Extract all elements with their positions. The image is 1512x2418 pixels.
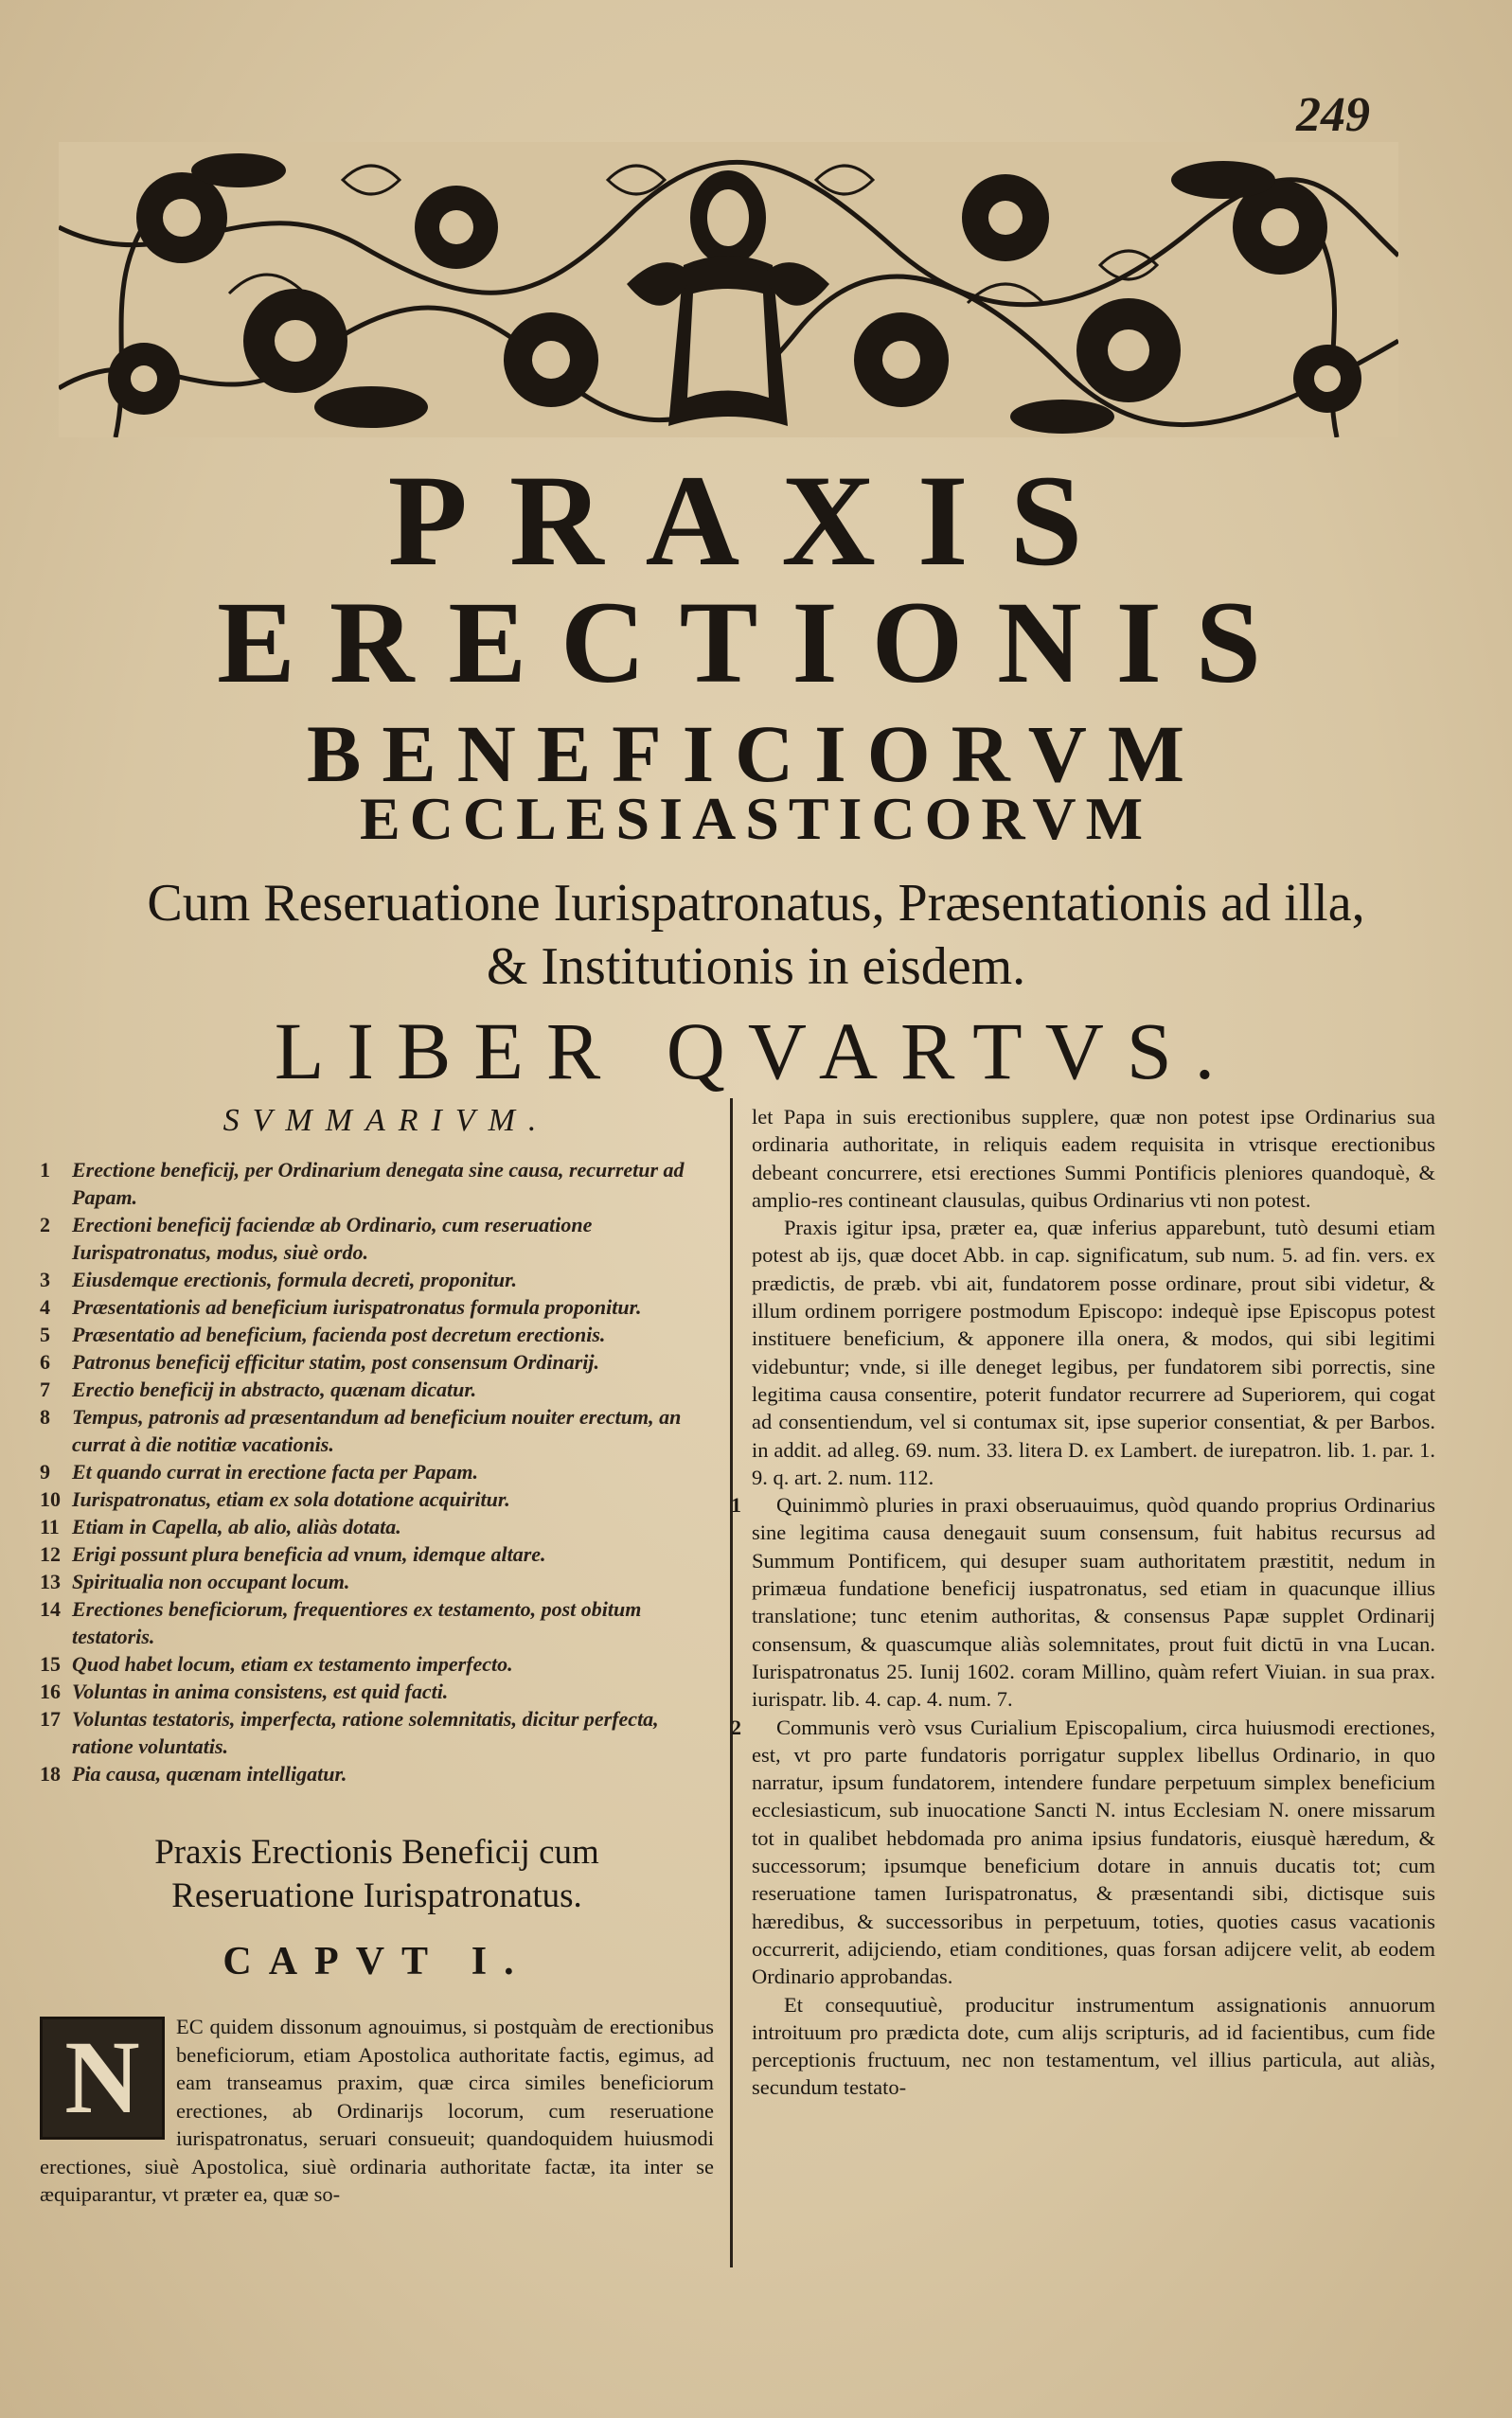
summary-item [40,1485,714,1513]
summary-text: Et quando currat in erectione facta per Papam. [72,1460,478,1484]
left-column [40,1103,714,2209]
summary-text: Præsentationis ad beneficium iurispatronatus formula proponitur. [72,1295,642,1319]
summary-number: 10 [40,1487,61,1511]
summary-text: Præsentatio ad beneficium, facienda post decretum erectionis. [72,1323,606,1346]
summary-item [40,1458,714,1485]
summary-item [40,1321,714,1348]
summary-number: 3 [40,1268,50,1291]
paragraph-number: 1 [731,1493,741,1518]
summary-item [40,1568,714,1595]
chapter-title: Praxis Erectionis Beneficij cum Reseruatione Iurispatronatus. [154,1833,599,1915]
paragraph-text: Et consequutiuè, producitur instrumentum assignationis annuorum introituum pro prædicta dote, cum alijs scripturis, ad id facientibus, cum fide perceptionis fructuum, nec non testamentum, vel illius particula, aut aliàs, secundum testato- [752,1992,1435,2100]
summary-item [40,1760,714,1787]
summary-text: Voluntas in anima consistens, est quid facti. [72,1680,449,1703]
title-ecclesiasticorum: ECCLESIASTICORVM [360,785,1152,852]
summary-text: Etiam in Capella, ab alio, aliàs dotata. [72,1515,401,1538]
summary-number: 5 [40,1323,50,1346]
summary-text: Erectiones beneficiorum, frequentiores ex testamento, post obitum testatoris. [72,1597,642,1648]
summary-number: 2 [40,1213,50,1236]
summary-item [40,1513,714,1540]
chapter-label: CAPVT I. [222,1940,531,1983]
summary-text: Tempus, patronis ad præsentandum ad beneficium nouiter erectum, an currat à die notitiæ vacationis. [72,1405,682,1456]
opening-text: EC quidem dissonum agnouimus, si postquàm de erectionibus beneficiorum, etiam Apostolica authoritate factis, egimus, ad eam transeamus praxim, quæ circa similes beneficiorum erectiones, ab Ordinarijs locorum, cum reseruatione iurispatronatus, seruari consueuit; quandoquidem huiusmodi erectiones, siuè Apostolica, siuè ordinaria authoritate factæ, ita inter se æquiparantur, vt præter ea, quæ so- [40,2015,714,2206]
paragraph-number: 2 [731,1715,741,1739]
right-column [731,1103,1435,2102]
summary-number: 16 [40,1680,61,1703]
summary-item [40,1266,714,1293]
summary-text: Erigi possunt plura beneficia ad vnum, idemque altare. [72,1542,546,1566]
summary-item [40,1403,714,1458]
summary-number: 17 [40,1707,61,1731]
summary-number: 15 [40,1652,61,1676]
chapter-opening [40,2013,714,2209]
summary-number: 12 [40,1542,61,1566]
floral-headpiece-ornament [59,142,1398,437]
summary-text: Pia causa, quænam intelligatur. [72,1762,347,1786]
summary-heading: SVMMARIVM. [222,1103,550,1138]
paragraph [752,1991,1435,2102]
paragraph-text: Communis verò vsus Curialium Episcopalium, circa huiusmodi erectiones, est, vt pro parte fundatoris porrigatur supplex libellus Ordinario, in quo narratur, ipsum fundatorem, intendere fundare perpetuum simplex beneficium ecclesiasticum, sub inuocatione Sancti N. intus Ecclesiam N. onere missarum tot in qualibet hebdomada pro anima ipsius fundatoris, eiusquè hæredum, & successorum; ipsumque beneficium dotare in annuis ducatis tot; cum reseruatione tamen Iurispatronatus, & præsentandi sibi, dictisque suis hæredibus, & successoribus in perpetuum, toties, quoties casus vacationis occurrerit, adijciendo, etiam conditiones, quas forsan adijcere velit, ab eodem Ordinario approbandas. [752,1715,1435,1989]
paragraph-text: let Papa in suis erectionibus supplere, quæ non potest ipse Ordinarius sua ordinaria authoritate, in reliquis eadem requisita in vtrisque erectionibus debeant concurrere, etsi erectiones Summi Pontificis pleniores quandoquè, & amplio-res contineant clausulas, quibus Ordinarius vti non potest. [752,1105,1435,1212]
title-erectionis: ERECTIONIS [217,578,1295,707]
subtitle-line-1: Cum Reseruatione Iurispatronatus, Præsentationis ad illa, [147,874,1365,933]
summary-item [40,1650,714,1678]
decorated-initial: N [40,2017,165,2140]
summary-number: 1 [40,1158,50,1182]
summary-item [40,1678,714,1705]
subtitle-line-2: & Institutionis in eisdem. [486,937,1026,996]
summary-number: 11 [40,1515,60,1538]
summary-number: 13 [40,1570,61,1593]
summary-number: 4 [40,1295,50,1319]
summary-number: 7 [40,1378,50,1401]
summary-text: Iurispatronatus, etiam ex sola dotatione acquiritur. [72,1487,510,1511]
summary-item [40,1348,714,1376]
summary-text: Quod habet locum, etiam ex testamento imperfecto. [72,1652,513,1676]
summary-item [40,1595,714,1650]
summary-item [40,1156,714,1211]
paragraph [752,1214,1435,1491]
page-number: 249 [1296,88,1370,142]
summary-number: 14 [40,1597,61,1621]
paragraph-numbered [731,1714,1435,1991]
summary-number: 9 [40,1460,50,1484]
summary-item [40,1211,714,1266]
summary-text: Patronus beneficij efficitur statim, post consensum Ordinarij. [72,1350,599,1374]
paragraph-numbered [731,1491,1435,1713]
book-label: LIBER QVARTVS. [274,1005,1238,1096]
summary-text: Erectioni beneficij faciendæ ab Ordinario, cum reseruatione Iurispatronatus, modus, siuè ordo. [72,1213,593,1264]
summary-number: 8 [40,1405,50,1429]
summary-text: Erectione beneficij, per Ordinarium denegata sine causa, recurretur ad Papam. [72,1158,685,1209]
summary-item [40,1376,714,1403]
summary-text: Voluntas testatoris, imperfecta, ratione solemnitatis, dicitur perfecta, ratione voluntatis. [72,1707,659,1758]
summary-item [40,1705,714,1760]
title-praxis: PRAXIS [387,448,1125,593]
summary-text: Erectio beneficij in abstracto, quænam dicatur. [72,1378,477,1401]
summary-item [40,1293,714,1321]
summary-item [40,1540,714,1568]
paragraph-text: Praxis igitur ipsa, præter ea, quæ inferius apparebunt, tutò desumi etiam potest ab ijs, quæ docet Abb. in cap. significatum, sub num. 5. ad fin. vers. ex prædictis, de præb. vbi ait, fundatorem posse ordinare, prout sibi videtur, & illum ordinem porrigere postmodum Episcopo: indequè ipse Episcopus potest instituere beneficium, & apponere illa onera, & modos, qui sibi legitimi videbuntur; vnde, si ille deneget legibus, per fundatorem sibi porrectis, sine legitima causa consentire, poterit fundator recurrere ad Superiorem, qui cogat ad consentiendum, vel si contumax sit, ipse superior consentiat, & per Barbos. in addit. ad alleg. 69. num. 33. litera D. ex Lambert. de iurepatron. lib. 1. par. 1. 9. q. art. 2. num. 112. [752,1216,1435,1489]
paragraph-continuation [752,1103,1435,1214]
summary-number: 6 [40,1350,50,1374]
summary-text: Spiritualia non occupant locum. [72,1570,350,1593]
summary-text: Eiusdemque erectionis, formula decreti, proponitur. [72,1268,517,1291]
title-beneficiorum: BENEFICIORVM [306,708,1206,799]
paragraph-text: Quinimmò pluries in praxi obseruauimus, quòd quando proprius Ordinarius sine legitima causa denegauit suum consensum, fuit habitus recursus ad Summum Pontificem, qui desuper suam authoritatem præstitit, nedum in primæua fundatione beneficij iuspatronatus, sed etiam in quacunque illius translatione; tunc etenim authoritas, & consensus Papæ supplet Ordinarij consensum, & quascumque aliàs solemnitates, prout fuit dictū in vna Lucan. Iurispatronatus 25. Iunij 1602. coram Millino, quàm refert Viuian. in sua prax. iurispatr. lib. 4. cap. 4. num. 7. [752,1493,1435,1712]
column-divider [730,1098,733,2267]
summary-list [40,1156,714,1787]
summary-number: 18 [40,1762,61,1786]
